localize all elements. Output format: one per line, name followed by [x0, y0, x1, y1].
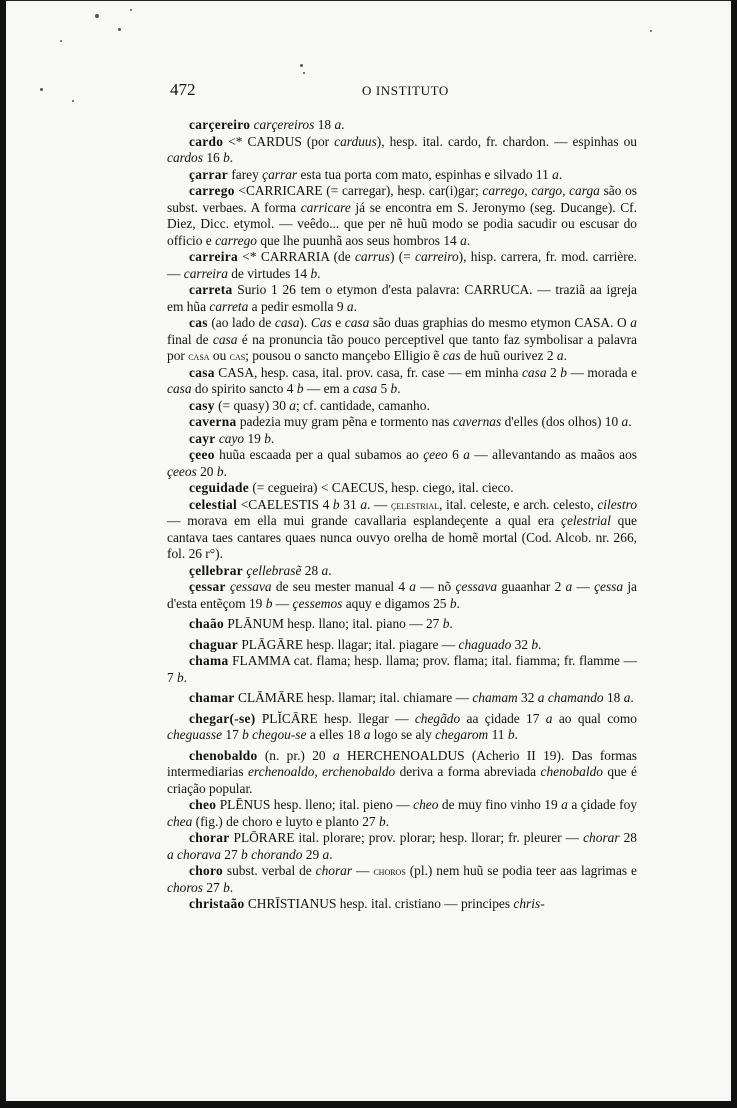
entry-headword: christaão	[189, 896, 245, 911]
entry-definition: PLĀNUM hesp. llano; ital. piano — 27 b.	[223, 616, 453, 631]
glossary-entry	[167, 365, 637, 398]
entry-headword: çeeo	[189, 447, 215, 462]
entry-headword: carçereiro	[189, 117, 251, 132]
entry-headword: caverna	[189, 414, 237, 429]
entry-headword: cardo	[189, 133, 224, 149]
glossary-entry	[167, 830, 637, 863]
entry-definition: PLŌRARE ital. plorare; prov. plorar; hesp. llorar; fr. pleurer — chorar 28 a chorava 27 b chorando 29 a.	[167, 830, 637, 862]
entry-definition: huũa escaada per a qual subamos ao çeeo 6 a — allevantando as maãos aos çeeos 20 b.	[167, 447, 637, 479]
entry-definition: çellebrasẽ 28 a.	[246, 562, 332, 578]
entry-headword: chorar	[189, 830, 230, 845]
entry-headword: casa	[189, 364, 215, 380]
page-number: 472	[170, 80, 196, 99]
entry-definition: (= quasy) 30 a; cf. cantidade, camanho.	[214, 397, 430, 413]
glossary-entry	[167, 480, 637, 497]
entry-definition: PLĒNUS hesp. lleno; ital. pieno — cheo de muy fino vinho 19 a a çidade foy chea (fig.) de choro e luyto e planto 27 b.	[167, 797, 638, 829]
glossary-entry	[167, 637, 637, 654]
entry-headword: cas	[189, 315, 208, 330]
entry-headword: chamar	[189, 690, 235, 705]
entry-definition: çessava de seu mester manual 4 a — nõ çessava guaanhar 2 a — çessa ja d'esta entẽçom 19 b — çessemos aquy e digamos 25 b.	[167, 579, 637, 611]
entry-headword: casy	[189, 397, 215, 413]
glossary-entry	[167, 447, 637, 480]
scan-edge-bottom	[0, 1101, 737, 1108]
glossary-body	[167, 117, 637, 913]
entry-headword: çessar	[189, 579, 226, 594]
entry-definition: FLAMMA cat. flama; hesp. llama; prov. flama; ital. fiamma; fr. flamme — 7 b.	[167, 653, 637, 685]
entry-definition: Surio 1 26 tem o etymon d'esta palavra: CARRUCA. — traziã aa igreja em hũa carreta a pedir esmolla 9 a.	[167, 282, 637, 314]
entry-headword: carrego	[189, 183, 235, 198]
glossary-entry	[167, 616, 637, 633]
glossary-entry	[167, 497, 637, 563]
entry-definition: <CARRICARE (= carregar), hesp. car(i)gar; carrego, cargo, carga são os subst. verbaes. A forma carricare já se encontra em S. Jeronymo (seg. Ducange). Cf. Diez, Dicc. etymol. — veêdo... que per nẽ huũ modo se podia sacudir ou escusar do officio e carrego que lhe puunhã aos seus hombros 14 a.	[167, 183, 638, 248]
entry-definition: CHRĪSTIANUS hesp. ital. cristiano — principes chris-	[244, 896, 545, 911]
glossary-entry	[167, 690, 637, 707]
entry-definition: padezia muy gram pẽna e tormento nas cavernas d'elles (dos olhos) 10 a.	[236, 414, 632, 429]
entry-headword: carreira	[189, 249, 238, 264]
running-head: O INSTITUTO	[362, 83, 449, 98]
entry-definition: PLĬCĀRE hesp. llegar — chegãdo aa çidade 17 a ao qual como cheguasse 17 b chegou-se a elles 18 a logo se aly chegarom 11 b.	[167, 710, 637, 742]
entry-definition: CLĀMĀRE hesp. llamar; ital. chiamare — chamam 32 a chamando 18 a.	[234, 690, 634, 705]
glossary-entry	[167, 249, 637, 282]
entry-definition: <CAELESTIS 4 b 31 a. — çelestrial, ital. celeste, e arch. celesto, cilestro — morava em ella mui grande cavallaria esplandeçente a qual era çelestrial que cantava taes cantares quaes nunca ouvyo orelha de homẽ mortal (Cod. Alcob. nr. 266, fol. 26 r°).	[167, 496, 638, 561]
glossary-entry	[167, 797, 637, 830]
glossary-entry	[167, 117, 637, 134]
scan-edge-right	[731, 0, 737, 1108]
glossary-entry	[167, 431, 637, 448]
entry-definition: <* CARRARIA (de carrus) (= carreiro), hisp. carrera, fr. mod. carrière. — carreira de virtudes 14 b.	[167, 249, 637, 281]
entry-definition: (n. pr.) 20 a HERCHENOALDUS (Acherio II 19). Das formas intermediarias erchenoaldo, erchenobaldo deriva a forma abreviada chenobaldo que é criação popular.	[167, 747, 637, 796]
entry-headword: carreta	[189, 282, 233, 297]
entry-headword: cheo	[189, 797, 217, 812]
entry-headword: ceguidade	[189, 480, 249, 495]
glossary-entry	[167, 863, 637, 896]
entry-definition: PLĀGĀRE hesp. llagar; ital. piagare — chaguado 32 b.	[237, 636, 542, 652]
glossary-entry	[167, 563, 637, 580]
glossary-entry	[167, 183, 637, 249]
entry-headword: cayr	[189, 430, 216, 446]
glossary-entry	[167, 282, 637, 315]
glossary-entry	[167, 167, 637, 184]
glossary-entry	[167, 579, 637, 612]
glossary-entry	[167, 711, 637, 744]
entry-definition: farey çarrar esta tua porta com mato, espinhas e silvado 11 a.	[227, 166, 563, 182]
glossary-entry	[167, 414, 637, 431]
entry-definition: CASA, hesp. casa, ital. prov. casa, fr. case — em minha casa 2 b — morada e casa do spirito sancto 4 b — em a casa 5 b.	[167, 364, 637, 396]
glossary-entry	[167, 748, 637, 798]
glossary-entry	[167, 398, 637, 415]
entry-headword: chegar(-se)	[189, 710, 256, 726]
glossary-entry	[167, 315, 637, 365]
entry-headword: chama	[189, 653, 229, 668]
entry-headword: chenobaldo	[189, 747, 258, 763]
glossary-entry	[167, 653, 637, 686]
scan-edge-left	[0, 0, 6, 1108]
entry-headword: chaguar	[189, 636, 238, 652]
entry-definition: cayo 19 b.	[218, 430, 275, 446]
glossary-entry	[167, 134, 637, 167]
entry-definition: subst. verbal de chorar — choros (pl.) nem huũ se podia teer aas lagrimas e choros 27 b.	[167, 863, 637, 895]
entry-definition: <* CARDUS (por carduus), hesp. ital. cardo, fr. chardon. — espinhas ou cardos 16 b.	[167, 133, 637, 165]
entry-headword: çellebrar	[189, 562, 244, 578]
entry-definition: (= cegueira) < CAECUS, hesp. ciego, ital. cieco.	[248, 480, 514, 495]
entry-headword: çarrar	[189, 166, 228, 182]
glossary-entry	[167, 896, 637, 913]
entry-definition: carçereiros 18 a.	[253, 117, 345, 132]
entry-headword: celestial	[189, 496, 238, 512]
entry-definition: (ao lado de casa). Cas e casa são duas graphias do mesmo etymon CASA. O a final de casa é na pronuncia tão pouco perceptivel que tanto faz symbolisar a palavra por casa ou cas; pousou o sancto mançebo Elligio ẽ cas de huũ ourivez 2 a.	[167, 315, 637, 363]
entry-headword: choro	[189, 863, 223, 878]
entry-headword: chaão	[189, 616, 224, 631]
